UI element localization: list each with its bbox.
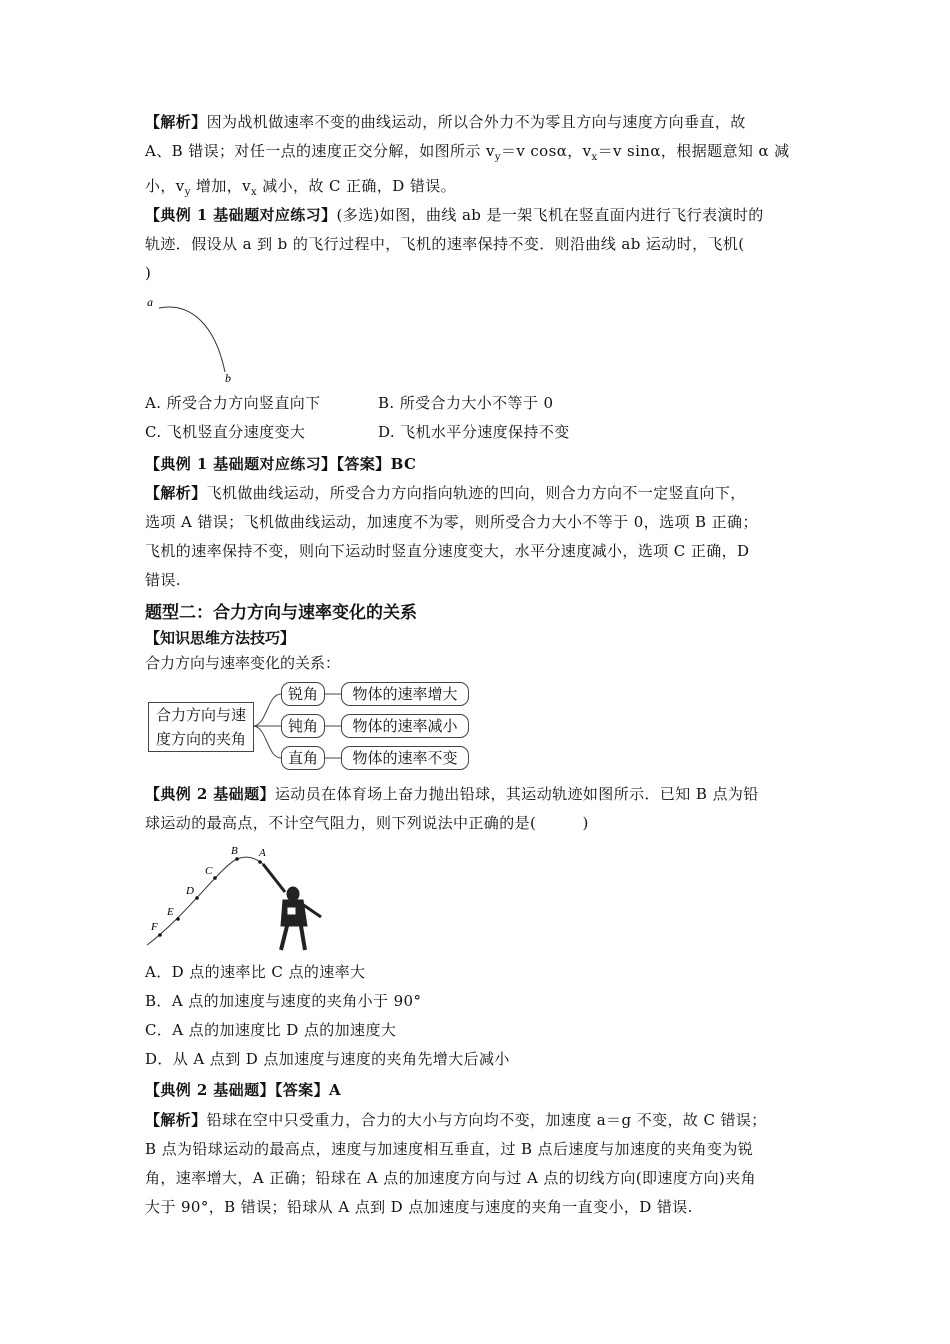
text-line: B 点为铅球运动的最高点，速度与加速度相互垂直，过 B 点后速度与加速度的夹角变为锐 xyxy=(145,1140,754,1158)
analysis-tag: 【解析】 xyxy=(145,113,207,131)
subscript: x xyxy=(591,152,598,163)
analysis-tag: 【解析】 xyxy=(145,484,207,502)
text-line: 角，速率增大，A 正确；铅球在 A 点的加速度方向与过 A 点的切线方向(即速度方向)夹角 xyxy=(145,1169,757,1187)
angle-relation-diagram xyxy=(145,680,475,776)
point-b xyxy=(235,857,239,861)
text-line: 球运动的最高点，不计空气阻力，则下列说法中正确的是( ) xyxy=(145,814,589,832)
result-increase: 物体的速率增大 xyxy=(341,682,469,706)
option-a: A．D 点的速率比 C 点的速率大 xyxy=(145,963,366,981)
athlete-figure xyxy=(263,864,321,950)
example-2-question xyxy=(145,780,810,838)
shot-put-figure xyxy=(145,842,335,952)
text-line: 飞机的速率保持不变，则向下运动时竖直分速度变大，水平分速度减小，选项 C 正确，D xyxy=(145,542,750,560)
text-line: 飞机做曲线运动，所受合力方向指向轨迹的凹向，则合力方向不一定竖直向下， xyxy=(206,484,746,502)
analysis-tag: 【解析】 xyxy=(145,1111,207,1129)
text-line: ＝v cosα，v xyxy=(500,142,592,160)
result-decrease: 物体的速率减小 xyxy=(341,714,469,738)
point-b-label: b xyxy=(225,371,231,384)
text-line: 因为战机做速率不变的曲线运动，所以合外力不为零且方向与速度方向垂直，故 xyxy=(206,113,746,131)
label-a: A xyxy=(259,847,266,859)
text-line: 选项 A 错误；飞机做曲线运动，加速度不为零，则所受合力大小不等于 0，选项 B 正确； xyxy=(145,513,758,531)
analysis-paragraph-2 xyxy=(145,479,810,595)
diagram-left-line-1: 合力方向与速 xyxy=(155,706,246,724)
example-1-question xyxy=(145,201,810,288)
label-b: B xyxy=(231,845,238,857)
trajectory-curve xyxy=(159,307,225,372)
connector-top xyxy=(253,694,281,726)
point-f xyxy=(158,933,162,937)
label-f: F xyxy=(151,921,158,933)
analysis-paragraph-1 xyxy=(145,108,810,207)
trajectory-ab-figure xyxy=(145,294,255,384)
angle-acute: 锐角 xyxy=(281,682,325,706)
option-d: D. 飞机水平分速度保持不变 xyxy=(378,423,570,441)
label-e: E xyxy=(167,906,174,918)
section-subtitle: 【知识思维方法技巧】 xyxy=(145,629,296,647)
example-tag: 【典例 2 基础题】 xyxy=(145,785,275,803)
subscript: y xyxy=(184,187,191,198)
option-b: B．A 点的加速度与速度的夹角小于 90° xyxy=(145,992,422,1010)
text-line: 减小，故 C 正确，D 错误。 xyxy=(257,177,457,195)
label-d: D xyxy=(186,885,194,897)
subscript: x xyxy=(251,187,258,198)
text-line: 错误. xyxy=(145,571,181,589)
text-line: (多选)如图，曲线 ab 是一架飞机在竖直面内进行飞行表演时的 xyxy=(336,206,764,224)
point-a xyxy=(258,860,262,864)
result-unchanged: 物体的速率不变 xyxy=(341,746,469,770)
text-line: 大于 90°，B 错误；铅球从 A 点到 D 点加速度与速度的夹角一直变小，D 错误. xyxy=(145,1198,693,1216)
example-1-options xyxy=(145,389,810,447)
text-line: ) xyxy=(145,264,152,282)
section-intro: 合力方向与速率变化的关系： xyxy=(145,654,341,672)
option-d: D．从 A 点到 D 点加速度与速度的夹角先增大后减小 xyxy=(145,1050,510,1068)
option-b: B. 所受合力大小不等于 0 xyxy=(378,394,554,412)
analysis-paragraph-3 xyxy=(145,1106,810,1222)
text-line: A、B 错误；对任一点的速度正交分解，如图所示 v xyxy=(145,142,495,160)
text-line: 小，v xyxy=(145,177,185,195)
text-line: 铅球在空中只受重力，合力的大小与方向均不变，加速度 a＝g 不变，故 C 错误； xyxy=(206,1111,767,1129)
option-a: A. 所受合力方向竖直向下 xyxy=(145,394,321,412)
point-a-label: a xyxy=(147,295,153,309)
point-c xyxy=(213,876,217,880)
point-d xyxy=(195,896,199,900)
angle-right: 直角 xyxy=(281,746,325,770)
text-line: 运动员在体育场上奋力抛出铅球，其运动轨迹如图所示．已知 B 点为铅 xyxy=(274,785,759,803)
option-c: C．A 点的加速度比 D 点的加速度大 xyxy=(145,1021,397,1039)
text-line: ＝v sinα，根据题意知 α 减 xyxy=(597,142,790,160)
option-c: C. 飞机竖直分速度变大 xyxy=(145,423,306,441)
label-c: C xyxy=(205,865,213,877)
subscript: y xyxy=(494,152,501,163)
text-line: 增加，v xyxy=(190,177,251,195)
point-e xyxy=(176,917,180,921)
example-2-answer: 【典例 2 基础题】【答案】A xyxy=(145,1081,342,1099)
diagram-left-line-2: 度方向的夹角 xyxy=(155,730,246,748)
example-1-answer: 【典例 1 基础题对应练习】【答案】BC xyxy=(145,455,417,473)
example-2-options xyxy=(145,958,810,1074)
example-tag: 【典例 1 基础题对应练习】 xyxy=(145,206,337,224)
angle-obtuse: 钝角 xyxy=(281,714,325,738)
text-line: 轨迹．假设从 a 到 b 的飞行过程中，飞机的速率保持不变．则沿曲线 ab 运动时，飞机( xyxy=(145,235,745,253)
connector-bottom xyxy=(253,726,281,758)
section-title: 题型二：合力方向与速率变化的关系 xyxy=(145,603,417,623)
